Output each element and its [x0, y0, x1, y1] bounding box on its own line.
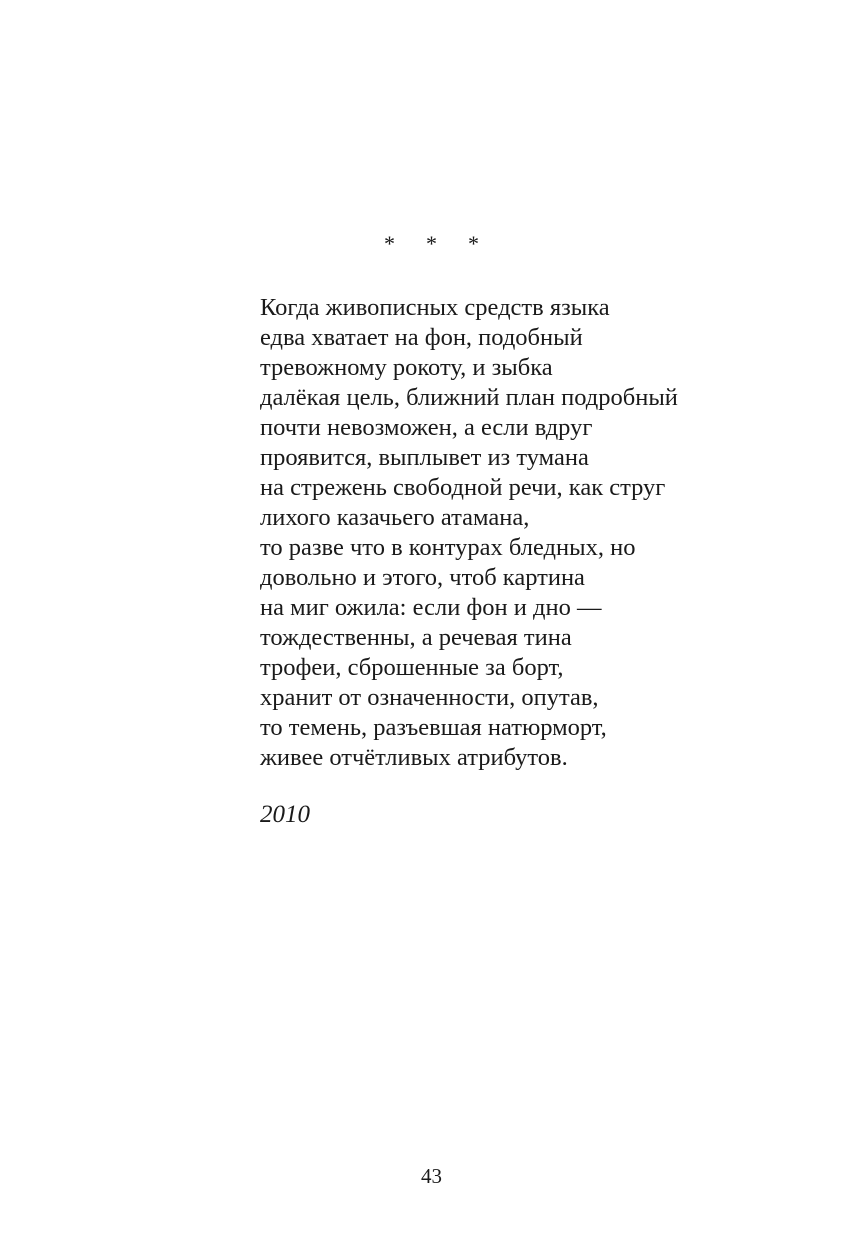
- poem-line: хранит от означенности, опутав,: [260, 684, 599, 711]
- poem-line: на стрежень свободной речи, как струг: [260, 474, 666, 501]
- poem-line: трофеи, сброшенные за борт,: [260, 654, 564, 681]
- poem-line: довольно и этого, чтоб картина: [260, 564, 585, 591]
- poem-line: далёкая цель, ближний план подробный: [260, 384, 678, 411]
- poem-line: тревожному рокоту, и зыбка: [260, 354, 553, 381]
- poem-line: лихого казачьего атамана,: [260, 504, 530, 531]
- separator-asterisk: *: [468, 231, 479, 256]
- poem-line: едва хватает на фон, подобный: [260, 324, 583, 351]
- poem-line: почти невозможен, а если вдруг: [260, 414, 593, 441]
- poem-line: то разве что в контурах бледных, но: [260, 534, 636, 561]
- poem-line: живее отчётливых атрибутов.: [260, 744, 568, 771]
- section-separator: [0, 232, 863, 256]
- page-number: 43: [421, 1164, 442, 1188]
- poem-text: [260, 293, 820, 773]
- poem-line: то темень, разъевшая натюрморт,: [260, 714, 607, 741]
- poem-line: проявится, выплывет из тумана: [260, 444, 589, 471]
- poem-line: тождественны, а речевая тина: [260, 624, 572, 651]
- separator-asterisk: *: [426, 231, 437, 256]
- poem-line: на миг ожила: если фон и дно —: [260, 594, 602, 621]
- poem-line: Когда живописных средств языка: [260, 294, 610, 321]
- separator-asterisk: *: [384, 231, 395, 256]
- poem-year: 2010: [260, 801, 310, 828]
